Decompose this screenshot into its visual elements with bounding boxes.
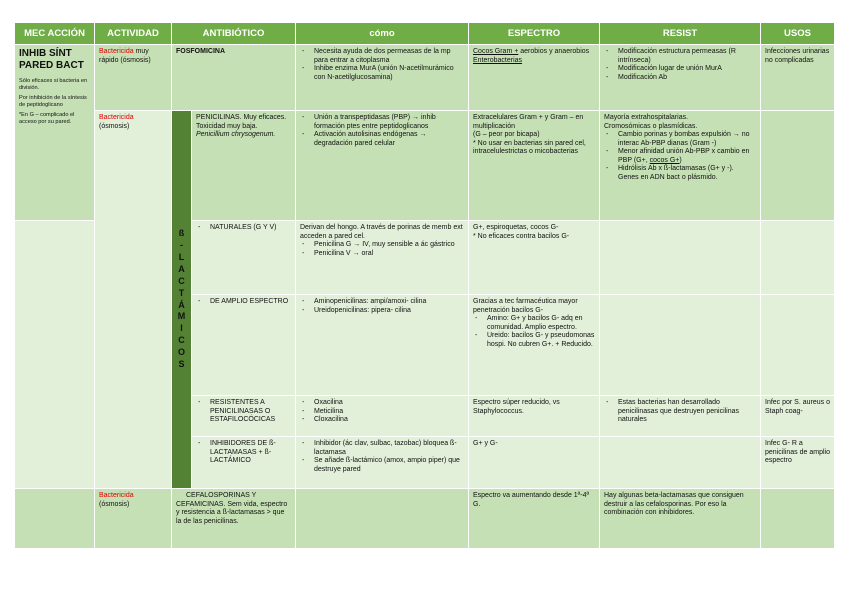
table-row-fosfomicina [15,45,835,111]
antibiotic-cell: FOSFOMICINA [172,45,296,111]
usos-cell [761,295,835,396]
espectro-cell [469,221,600,295]
list-item: - Aminopenicilinas: ampi/amoxi- cilina [300,298,464,307]
list-item: - Se añade ß-lactámico (amox, ampio piper) que destruye pared [300,457,464,474]
list-item: - Modificación lugar de unión MurA [604,65,756,74]
list-item: - NATURALES (G Y V) [196,224,291,233]
espectro-cell [469,45,600,111]
resist-cell [600,45,761,111]
list-item: - Inhibidor (ác clav, sulbac, tazobac) bloquea ß-lactamasa [300,440,464,457]
espectro-cell [469,295,600,396]
resist-cell [600,295,761,396]
actividad-text: (ósmosis) [99,500,130,508]
list-item [604,148,756,165]
vertical-letter: - [180,240,183,251]
list-item: - Hidrólisis Ab x ß-lactamasas (G+ y -). [604,165,756,174]
espectro-cell: Espectro va aumentando desde 1ª-4ª G. [469,489,600,549]
espectro-text: Gracias a tec farmacéutica mayor penetración bacilos G- [473,298,578,314]
vertical-letter: ß [178,228,185,239]
usos-cell [761,221,835,295]
mec-accion-cell [15,45,95,221]
list-item: - Ureidopenicilinas: pipera- cilina [300,307,464,316]
espectro-text: (G – peor por bicapa) [473,131,540,139]
mec-accion-cell [15,489,95,549]
resist-text: Menor afinidad unión Ab-PBP x cambio en PBP (G+, [618,148,750,164]
vertical-letter: O [177,347,185,357]
como-cell [296,45,469,111]
antibiotic-cell [192,396,296,437]
resist-cell [600,437,761,489]
mec-note: Sólo eficaces si bacteria en división. [19,78,88,91]
vertical-letter: T [178,287,185,298]
header-mec-accion: MEC ACCIÓN [15,23,95,45]
bactericida-label: Bactericida [99,492,134,499]
list-item: - Cloxacilina [300,416,464,425]
usos-cell [761,111,835,221]
resist-text: ) [679,156,682,164]
espectro-cell: G+ y G- [469,437,600,489]
espectro-text: * No usar en bacterias sin pared cel, intracelulestrictas o micobacterias [473,139,586,156]
antibiotic-cell [192,221,296,295]
vertical-letter: C [178,335,185,346]
actividad-cell [95,111,172,489]
antibiotic-cell [192,437,296,489]
list-item: - Amino: G+ y bacilos G- adq en comunidad. Amplio espectro. [473,315,595,332]
list-item: - Penicilina V → oral [300,250,464,259]
mec-accion-cell [15,221,95,489]
vertical-letter: S [178,358,185,369]
mec-note: Por inhibición de la síntesis de peptidoglicano [19,94,87,108]
list-item: - DE AMPLIO ESPECTRO [196,298,291,307]
list-item: - Oxacilina [300,399,464,408]
actividad-cell [95,45,172,111]
vertical-letter: M [177,311,186,322]
como-text: Derivan del hongo. A través de porinas de memb ext acceden a pared cel. [300,224,463,240]
header-resist: RESIST [600,23,761,45]
resist-cell: Hay algunas beta-lactamasas que consiguen destruir a las cefalosporinas. Por eso la combinación con inhibidores. [600,489,761,549]
list-item: - Penicilina G → IV, muy sensible a ác gástrico [300,241,464,250]
beta-lactamicos-label [172,111,192,489]
list-item: - INHIBIDORES DE ß-LACTAMASAS + ß-LACTÁMICO [196,440,291,466]
espectro-text: G+, espiroquetas, cocos G- [473,224,559,231]
espectro-cell [469,111,600,221]
resist-text: Genes en ADN bact o plásmido. [618,173,718,181]
header-usos: USOS [761,23,835,45]
resist-cell [600,396,761,437]
antibiotics-table [14,22,835,549]
como-cell [296,295,469,396]
list-item: - Estas bacterias han desarrollado penicilinasas que destruyen penicilinas naturales [604,399,756,425]
list-item: - Inhibe enzima MurA (unión N-acetilmurámico con N-acetilglucosamina) [300,65,464,82]
vertical-letter: C [178,275,185,286]
espectro-text: Enterobacterias [473,56,523,64]
table-row-penicilinas [15,111,835,221]
resist-text: cocos G+ [649,156,680,164]
usos-cell: Infec G- R a penicilinas de amplio espectro [761,437,835,489]
antibiotic-italic: Penicillium chrysogenum. [196,131,276,139]
resist-cell [600,221,761,295]
table-row-cefalosporinas [15,489,835,549]
como-cell [296,489,469,549]
list-item: - Unión a transpeptidasas (PBP) → inhib formación ptes entre peptidoglicanos [300,114,464,131]
actividad-cell [95,489,172,549]
actividad-text: (ósmosis) [99,122,130,130]
espectro-text: Cocos Gram + [473,48,519,55]
header-como: cómo [296,23,469,45]
como-cell [296,111,469,221]
resist-text: Mayoría extrahospitalarias. [604,114,689,121]
antibiotic-text: CEFALOSPORINAS Y CEFAMICINAS. Sem vida, espectro y resistencia a ß-lactamasas > que la de las penicilinas. [176,492,288,525]
resist-cell [600,111,761,221]
usos-cell [761,489,835,549]
list-item: - Activación autolisinas endógenas → degradación pared celular [300,131,464,148]
header-row [15,23,835,45]
header-antibiotico: ANTIBIÓTICO [172,23,296,45]
espectro-cell: Espectro súper reducido, vs Staphylococcus. [469,396,600,437]
actividad-text: muy rápido (ósmosis) [99,48,151,64]
list-item: - Ureido: bacilos G- y pseudomonas hospi. No cubren G+. + Reducido. [473,332,595,349]
header-actividad: ACTIVIDAD [95,23,172,45]
list-item: - Meticilina [300,408,464,417]
como-cell [296,437,469,489]
header-espectro: ESPECTRO [469,23,600,45]
mec-title: INHIB SÍNT PARED BACT [19,48,84,71]
como-cell [296,221,469,295]
list-item: - Modificación Ab [604,74,756,83]
list-item: - Cambio porinas y bombas expulsión → no interac Ab-PBP dianas (Gram -) [604,131,756,148]
espectro-text: Extracelulares Gram + y Gram – en multiplicación [473,114,584,130]
espectro-text: aerobios y anaerobios [518,48,590,55]
resist-text: Cromosómicas o plasmídicas. [604,122,698,130]
espectro-text: * No eficaces contra bacilos G- [473,232,570,240]
antibiotic-text: PENICILINAS. Muy eficaces. Toxicidad muy baja. [196,114,287,130]
list-item: - Necesita ayuda de dos permeasas de la mp para entrar a citoplasma [300,48,464,65]
bactericida-label: Bactericida [99,48,134,55]
bactericida-label: Bactericida [99,114,134,121]
list-item: - Modificación estructura permeasas (R intrínseca) [604,48,756,65]
antibiotic-cell [192,111,296,221]
usos-cell: Infecciones urinarias no complicadas [761,45,835,111]
vertical-letter: Á [178,299,185,310]
vertical-letter: I [180,323,183,334]
usos-cell: Infec por S. aureus o Staph coag- [761,396,835,437]
list-item: - RESISTENTES A PENICILINASAS O ESTAFILOCÓCICAS [196,399,291,425]
como-cell [296,396,469,437]
antibiotic-cell [172,489,296,549]
vertical-letter: A [178,263,185,274]
vertical-letter: L [178,252,185,262]
mec-note: *En G – complicado el acceso por su pared. [19,111,75,125]
antibiotic-cell [192,295,296,396]
